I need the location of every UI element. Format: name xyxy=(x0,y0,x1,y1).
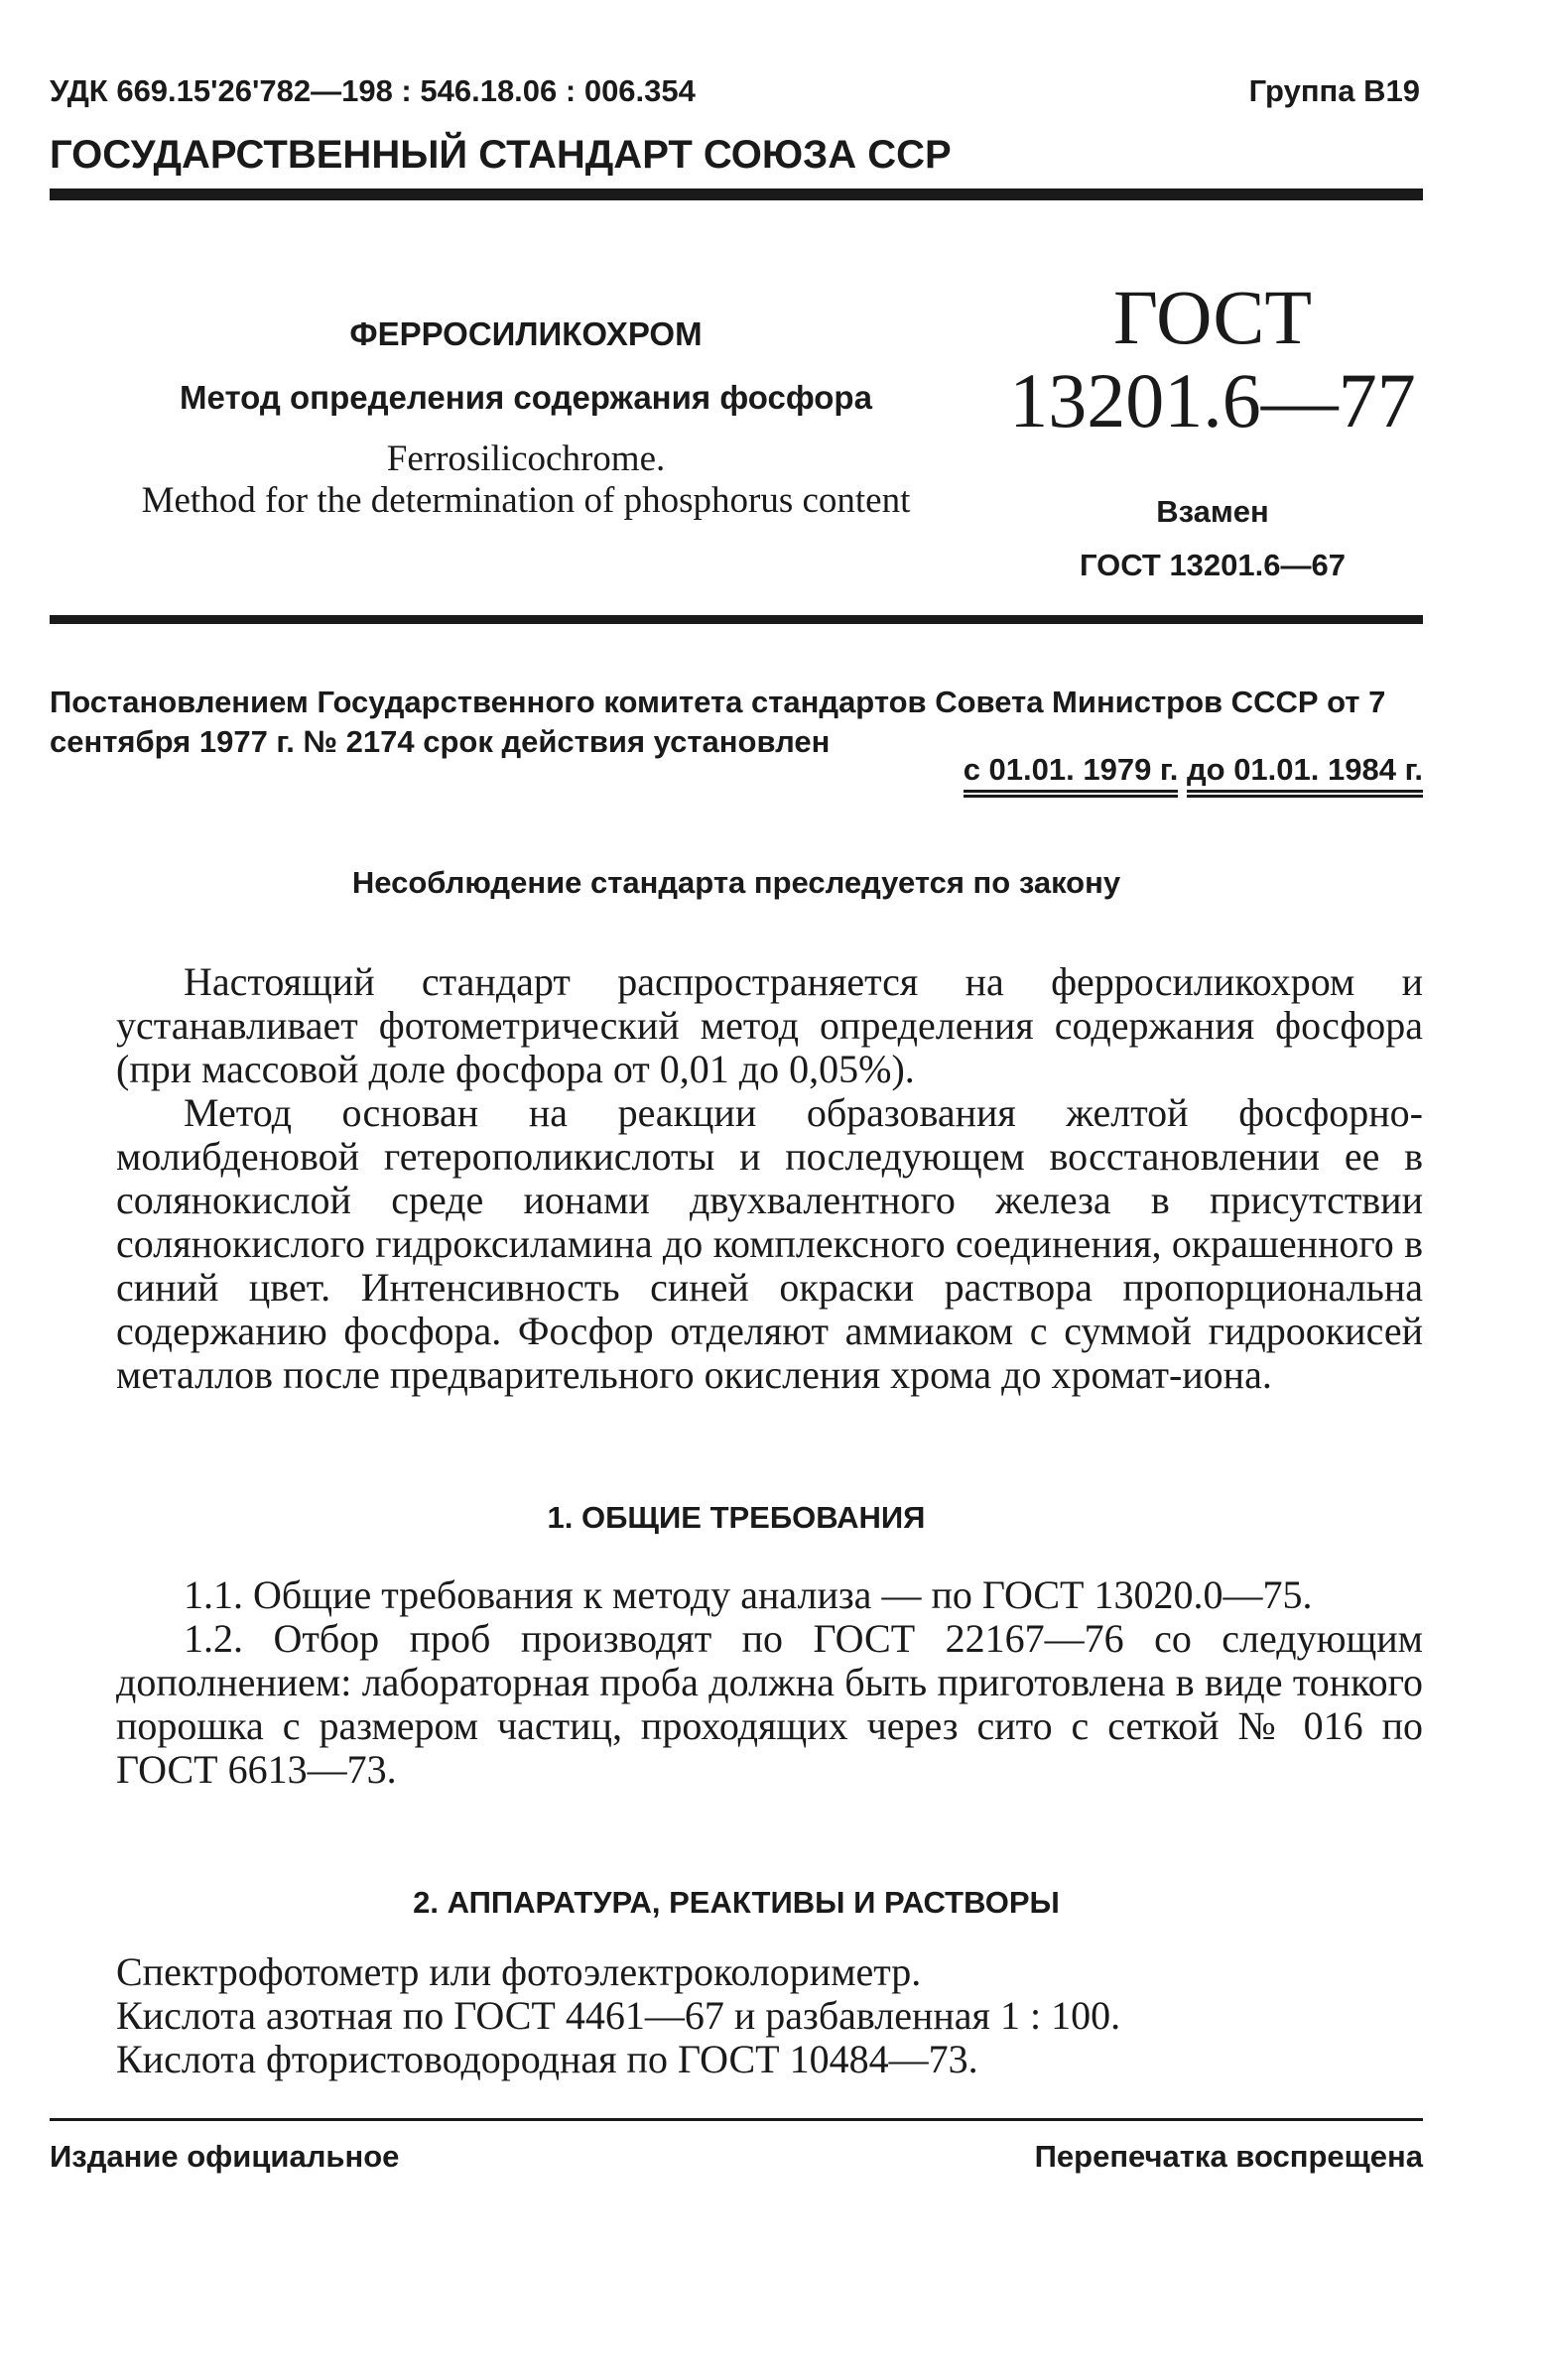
valid-to: до 01.01. 1984 г. xyxy=(1187,752,1423,793)
gost-block xyxy=(1002,276,1423,583)
decree-text: Постановлением Государственного комитета стандартов Совета Министров СССР от 7 сентября 1977 г. № 2174 срок действия установлен xyxy=(50,685,1386,759)
penalty-notice: Несоблюдение стандарта преследуется по закону xyxy=(351,865,1121,900)
title-rule xyxy=(50,615,1423,624)
intro-paragraph: Метод основан на реакции образования желтой фосфорно-молибденовой гетерополикислоты и последующем восстановлении ее в солянокислой среде ионами двухвалентного железа в присутствии солянокислого гидроксиламина до комплексного соединения, окрашенного в синий цвет. Интенсивность синей окраски раствора пропорциональна содержанию фосфора. Фосфор отделяют аммиаком с суммой гидроокисей металлов после предварительного окисления хрома до хромат-иона. xyxy=(116,1090,1423,1397)
title-block xyxy=(50,315,1002,522)
equipment-item: Спектрофотометр или фотоэлектроколориметр. xyxy=(116,1949,922,1994)
method-title: Метод определения содержания фосфора xyxy=(180,379,872,416)
replaces-number: ГОСТ 13201.6—67 xyxy=(1080,548,1346,582)
clause-1-2: 1.2. Отбор проб производят по ГОСТ 22167—76 со следующим дополнением: лабораторная проба должна быть приготовлена в виде тонкого порошка с размером частиц, проходящих через сито с сеткой № 016 по ГОСТ 6613—73. xyxy=(116,1616,1423,1792)
section-1-heading: 1. ОБЩИЕ ТРЕБОВАНИЯ xyxy=(547,1500,926,1535)
product-title: ФЕРРОСИЛИКОХРОМ xyxy=(349,315,703,352)
replaces-label: Взамен xyxy=(1156,494,1269,529)
section-2-heading: 2. АППАРАТУРА, РЕАКТИВЫ И РАСТВОРЫ xyxy=(413,1885,1060,1920)
udk-code: УДК 669.15'26'782—198 : 546.18.06 : 006.354 xyxy=(50,73,696,108)
intro-section xyxy=(116,960,1423,1397)
clause-1-1: 1.1. Общие требования к методу анализа — по ГОСТ 13020.0—75. xyxy=(184,1572,1313,1617)
state-standard-banner: ГОСУДАРСТВЕННЫЙ СТАНДАРТ СОЮЗА ССР xyxy=(50,133,952,177)
intro-paragraph: Настоящий стандарт распространяется на ферросиликохром и устанавливает фотометрический метод определения содержания фосфора (при массовой доле фосфора от 0,01 до 0,05%). xyxy=(116,959,1423,1091)
section-2-body xyxy=(116,1950,1423,2081)
english-method: Method for the determination of phosphorus content xyxy=(141,480,911,521)
edition-note: Издание официальное xyxy=(50,2139,400,2174)
section-1-body xyxy=(116,1573,1423,1792)
reagent-item: Кислота азотная по ГОСТ 4461—67 и разбавленная 1 : 100. xyxy=(116,1993,1121,2038)
header-rule xyxy=(50,188,1423,200)
english-title xyxy=(50,438,1002,522)
gost-label: ГОСТ xyxy=(1112,274,1313,360)
valid-from: с 01.01. 1979 г. xyxy=(964,752,1179,793)
validity-dates xyxy=(964,752,1423,804)
footer-rule xyxy=(50,2118,1423,2121)
reprint-note: Перепечатка воспрещена xyxy=(1034,2139,1423,2174)
reagent-item: Кислота фтористоводородная по ГОСТ 10484—73. xyxy=(116,2037,978,2081)
gost-number: 13201.6—77 xyxy=(1009,357,1416,443)
english-product: Ferrosilicochrome. xyxy=(386,438,666,479)
group-code: Группа В19 xyxy=(1248,73,1420,108)
